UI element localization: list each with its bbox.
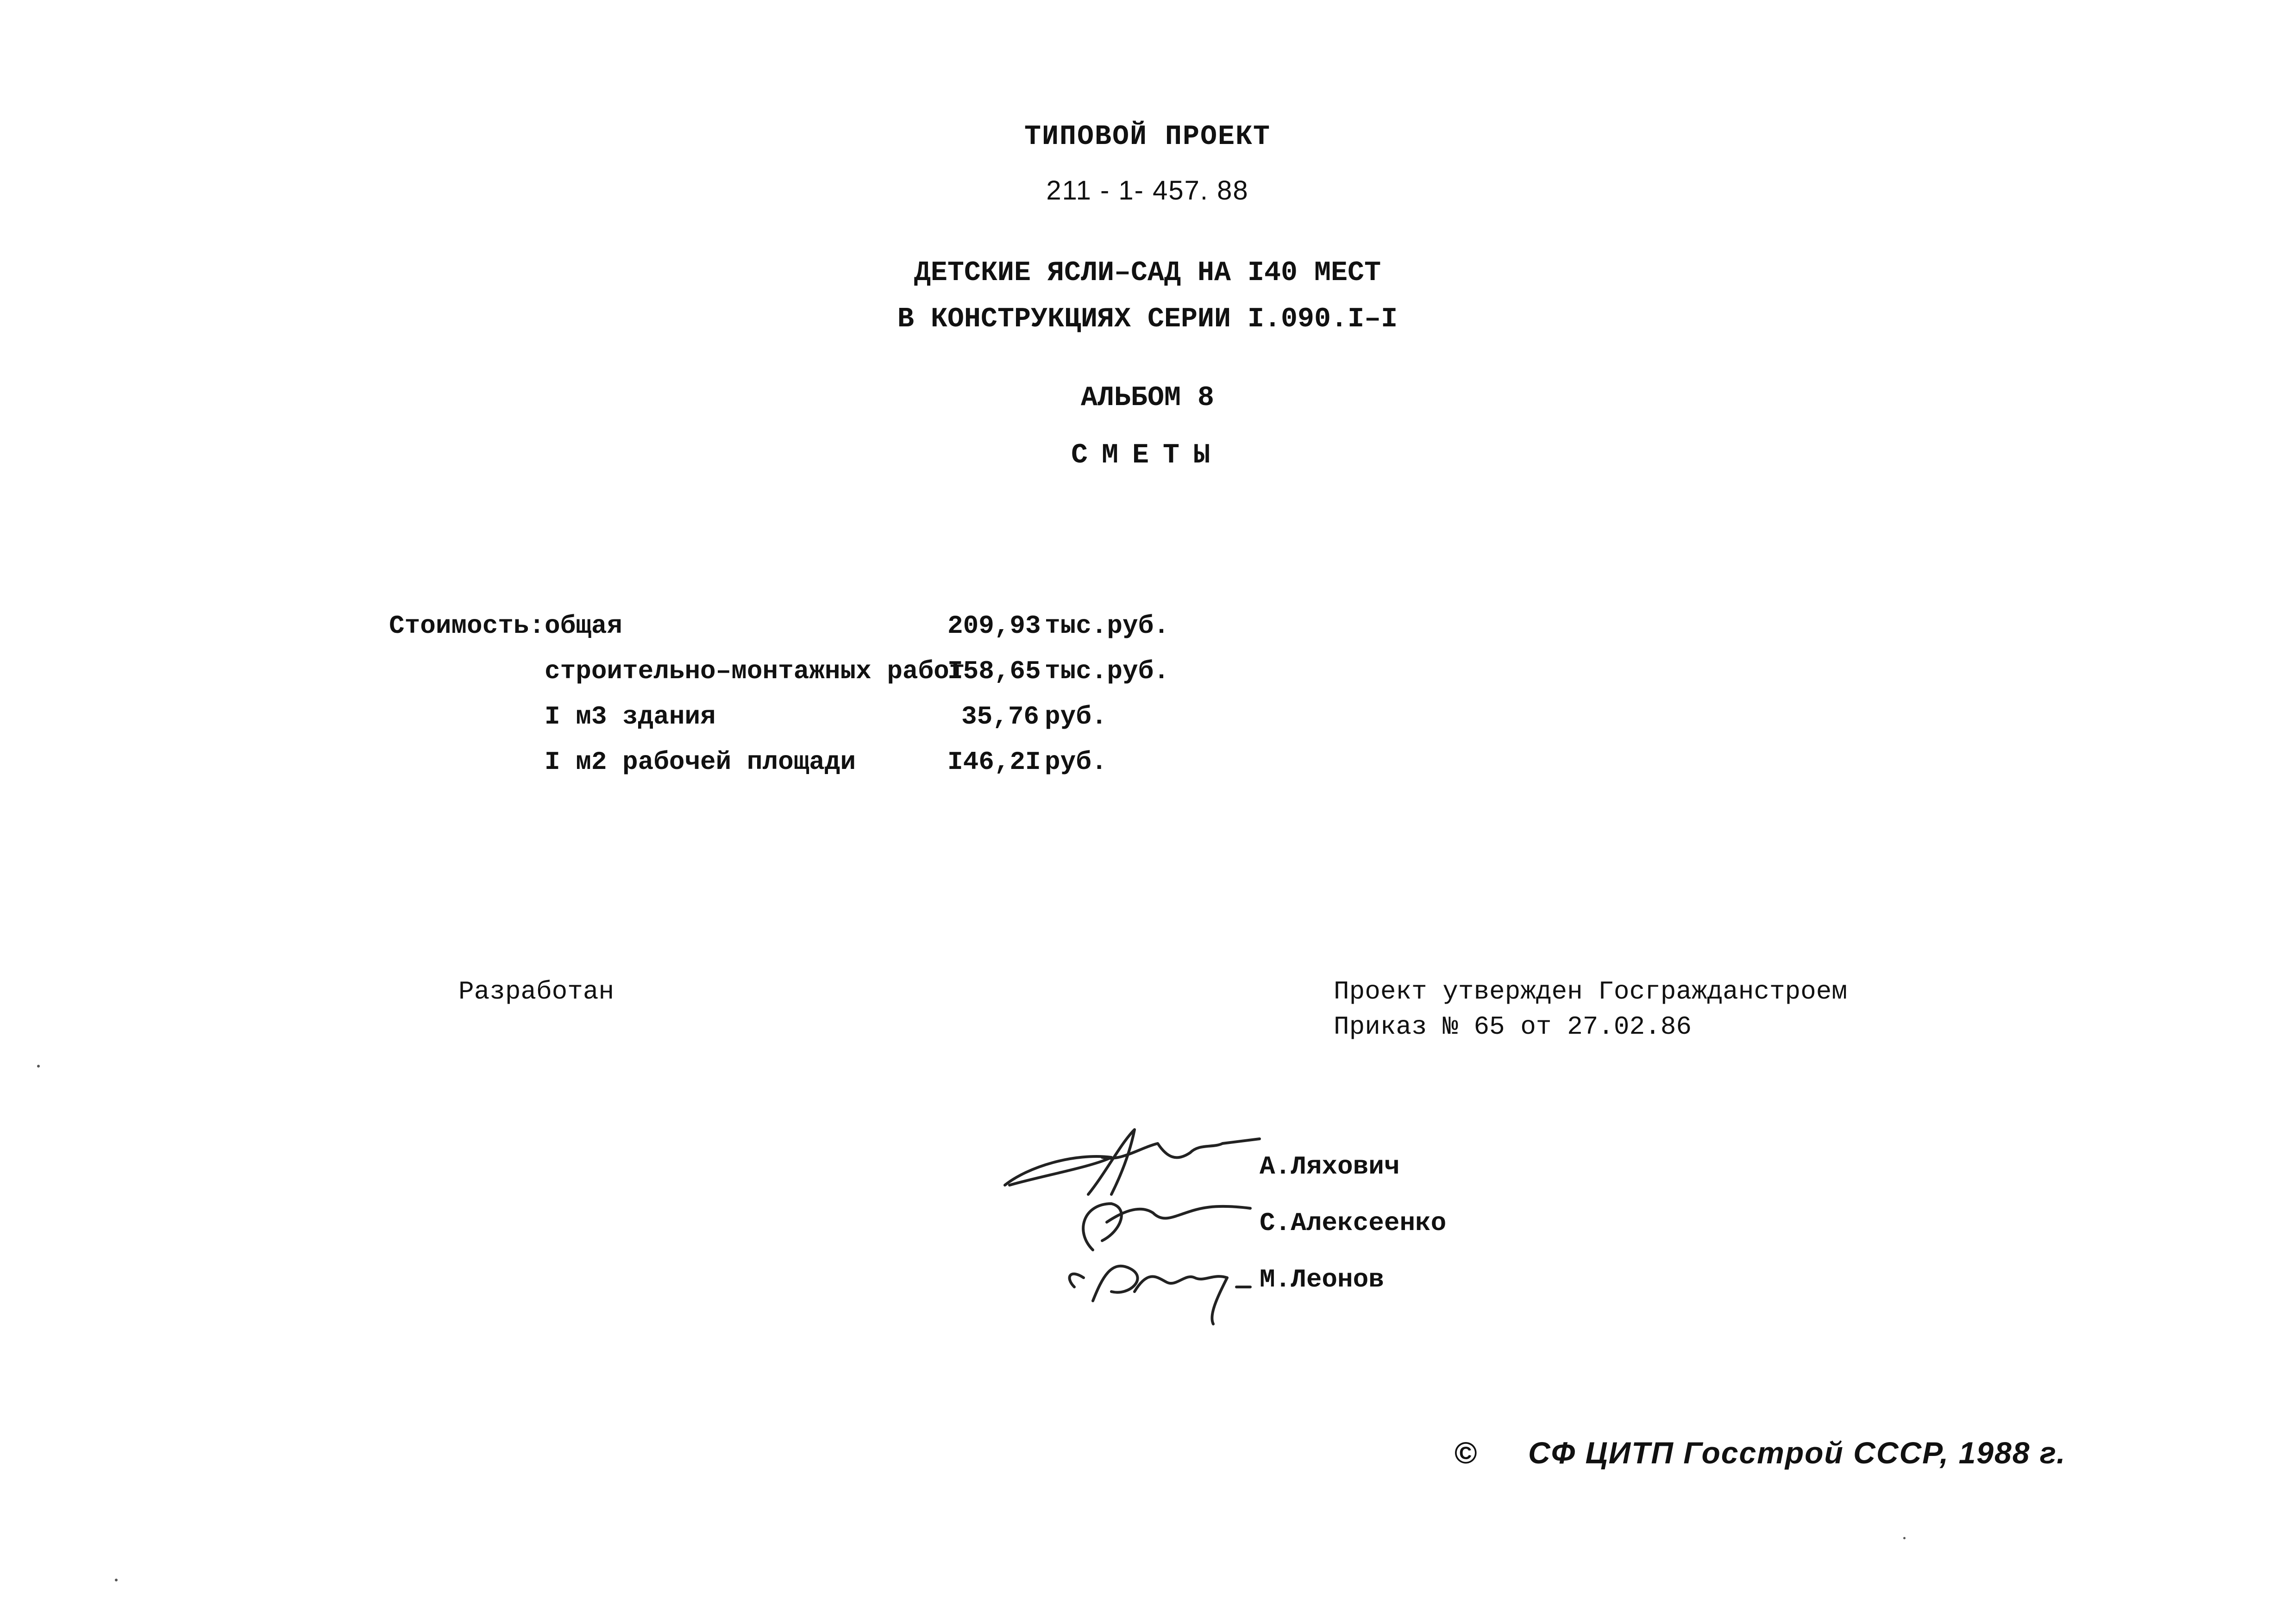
project-number: 211 - 1- 457. 88 xyxy=(1046,175,1249,206)
signatory-name: М.Леонов xyxy=(1260,1265,1384,1294)
cost-row-value: I46,2I xyxy=(947,747,1041,777)
scan-speck xyxy=(37,1065,40,1068)
title-line-2: В КОНСТРУКЦИЯХ СЕРИИ I.090.I–I xyxy=(897,304,1398,335)
cost-row-unit: тыс.руб. xyxy=(1045,611,1169,641)
copyright-symbol: © xyxy=(1454,1436,1478,1470)
signature-leonov xyxy=(1070,1266,1250,1324)
section-title: СМЕТЫ xyxy=(1071,440,1224,471)
signature-lyakhovich xyxy=(1005,1130,1260,1194)
copyright-text: СФ ЦИТП Госстрой СССР, 1988 г. xyxy=(1528,1436,2066,1470)
scan-speck xyxy=(1903,1537,1906,1539)
cost-row-unit: руб. xyxy=(1045,747,1107,777)
cost-row-value: I58,65 xyxy=(947,656,1041,686)
signatory-name: С.Алексеенко xyxy=(1260,1208,1447,1238)
approval-line-2: Приказ № 65 от 27.02.86 xyxy=(1334,1012,1692,1042)
cost-row-unit: руб. xyxy=(1045,702,1107,731)
scan-speck xyxy=(115,1579,118,1581)
cost-row-unit: тыс.руб. xyxy=(1045,656,1169,686)
title-line-1: ДЕТСКИЕ ЯСЛИ–САД НА I40 МЕСТ xyxy=(914,257,1381,289)
cost-label: Стоимость: xyxy=(389,611,545,641)
cost-row-name: общая xyxy=(545,611,623,641)
developed-label: Разработан xyxy=(458,977,615,1006)
cost-row-name: строительно–монтажных работ xyxy=(545,656,965,686)
signature-alekseenko xyxy=(1083,1204,1250,1250)
cost-row-value: 35,76 xyxy=(961,702,1040,731)
cost-row-name: I м2 рабочей площади xyxy=(545,747,856,777)
signatory-name: А.Ляхович xyxy=(1260,1152,1400,1181)
approval-line-1: Проект утвержден Госгражданстроем xyxy=(1334,977,1847,1006)
album-label: АЛЬБОМ 8 xyxy=(1080,382,1215,414)
cost-row-name: I м3 здания xyxy=(545,702,716,731)
cost-row-value: 209,93 xyxy=(947,611,1041,641)
project-type-heading: ТИПОВОЙ ПРОЕКТ xyxy=(1024,121,1271,153)
